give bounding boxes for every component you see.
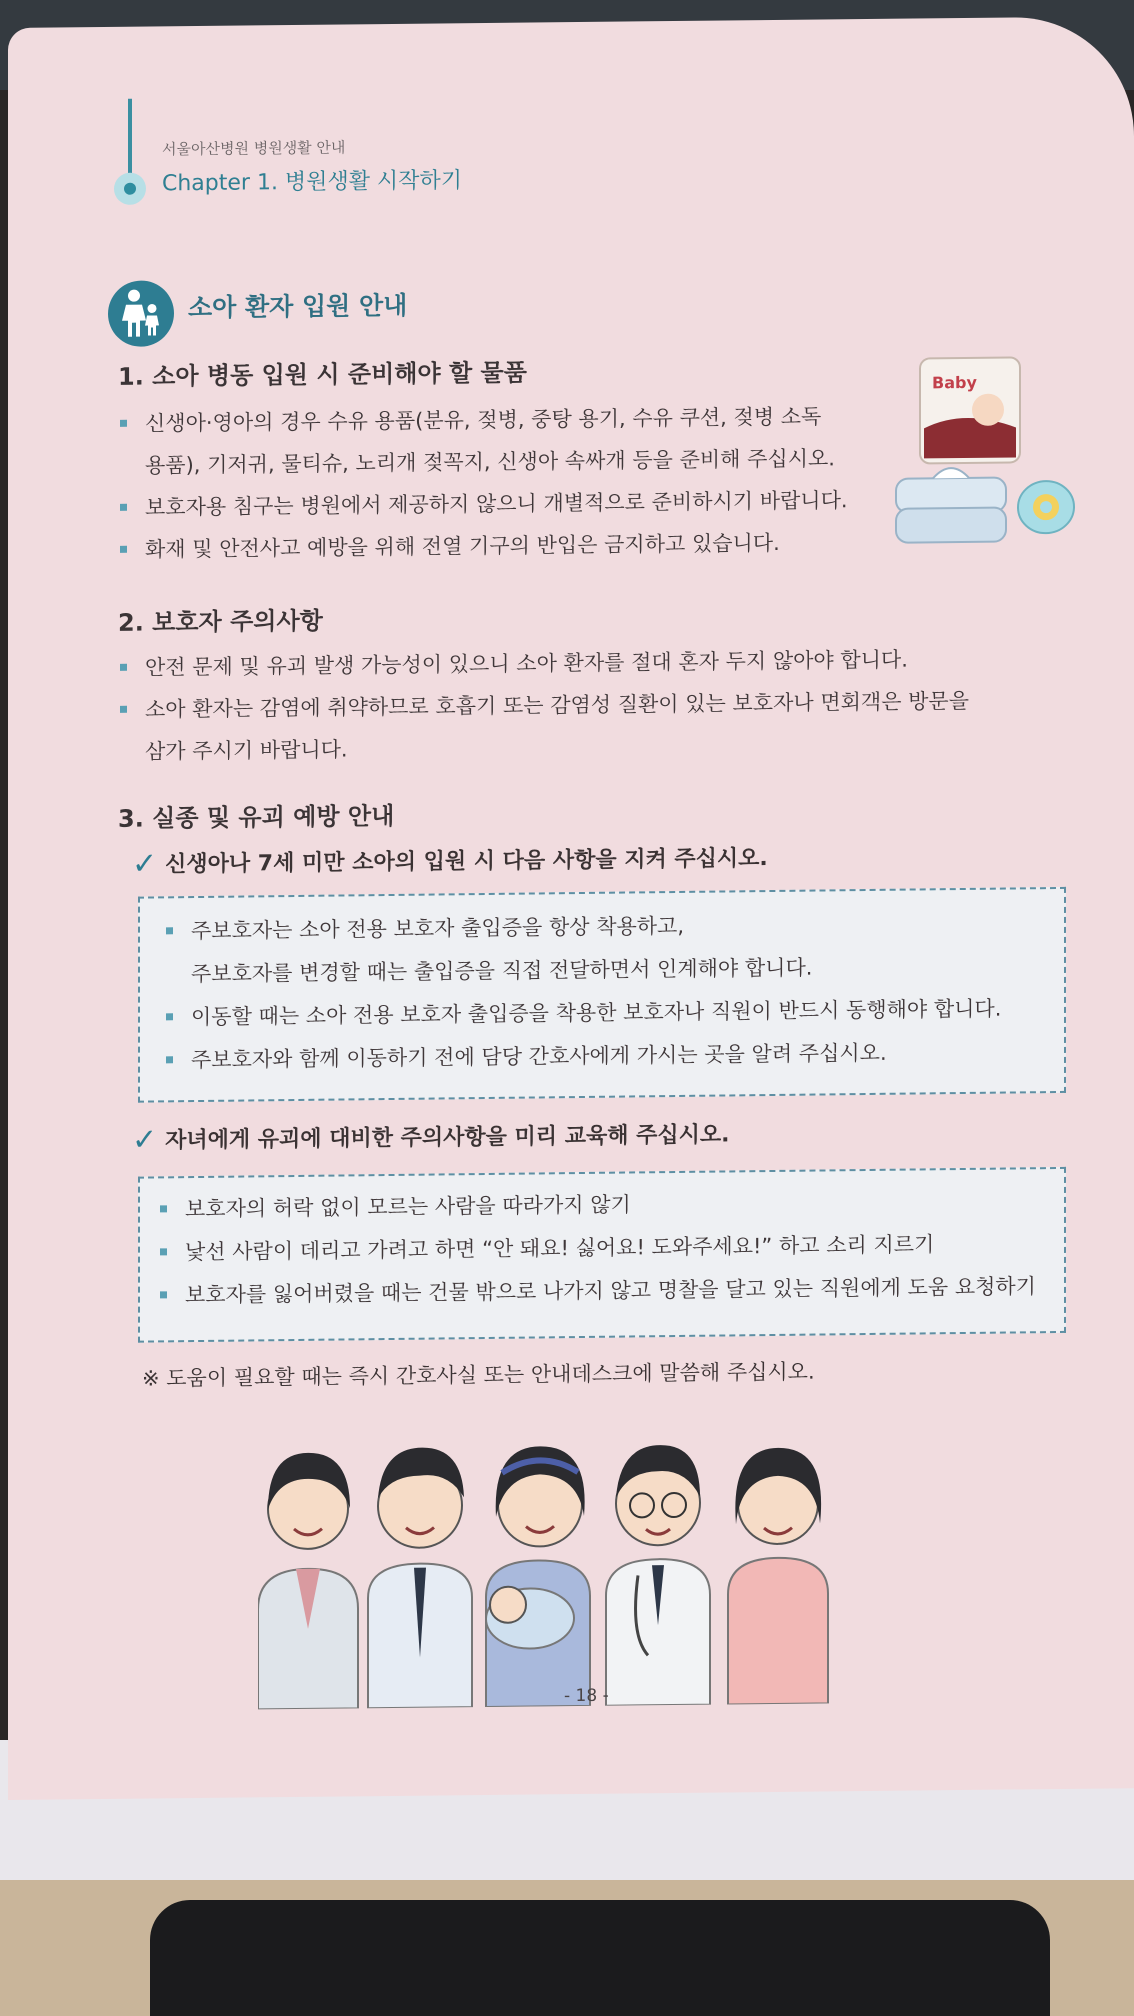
part3-heading: 3. 실종 및 유괴 예방 안내: [118, 801, 395, 833]
item-text: 신생아·영아의 경우 수유 용품(분유, 젖병, 중탕 용기, 수유 쿠션, 젖병 소독: [145, 404, 822, 436]
bullet: [160, 1248, 167, 1255]
item-text: 화재 및 안전사고 예방을 위해 전열 기구의 반입은 금지하고 있습니다.: [145, 530, 780, 562]
document-page: [8, 16, 1134, 1800]
check-text: 신생아나 7세 미만 소아의 입원 시 다음 사항을 지켜 주십시오.: [165, 846, 768, 878]
hospital-staff-illustration: [258, 1403, 878, 1709]
bullet: [166, 1056, 173, 1063]
header-dot-icon: [114, 173, 146, 205]
bullet: [120, 705, 127, 712]
parent-child-icon: [108, 280, 174, 347]
list-item-continued: [120, 721, 1020, 772]
help-note: ※ 도움이 필요할 때는 즉시 간호사실 또는 안내데스크에 말씀해 주십시오.: [142, 1359, 815, 1391]
checkmark-icon: ✓: [132, 846, 158, 882]
header-subtitle: 서울아산병원 병원생활 안내: [162, 138, 346, 159]
item-text: 보호자를 잃어버렸을 때는 건물 밖으로 나가지 않고 명찰을 달고 있는 직원에게 도움 요청하기: [185, 1274, 1036, 1308]
item-text: 보호자의 허락 없이 모르는 사람을 따라가지 않기: [185, 1192, 631, 1222]
bullet: [120, 419, 127, 426]
bullet: [120, 545, 127, 552]
part2-list: [120, 637, 1020, 772]
item-text: 삼가 주시기 바랍니다.: [145, 737, 348, 764]
page-number: - 18 -: [564, 1685, 609, 1707]
bullet: [166, 927, 173, 934]
list-item: [166, 1030, 1064, 1082]
doctor-woman-figure: [258, 1452, 358, 1709]
bullet: [160, 1205, 167, 1212]
chapter-title: Chapter 1. 병원생활 시작하기: [162, 168, 462, 197]
part2-heading: 2. 보호자 주의사항: [118, 606, 323, 637]
item-text: 주보호자는 소아 전용 보호자 출입증을 항상 착용하고,: [191, 913, 685, 944]
part1-list: [120, 395, 880, 571]
list-item: [160, 1265, 1064, 1317]
section-title: 소아 환자 입원 안내: [188, 290, 408, 323]
notice-box-1: [138, 887, 1066, 1103]
list-item: [120, 521, 880, 571]
check-text: 자녀에게 유괴에 대비한 주의사항을 미리 교육해 주십시오.: [165, 1122, 730, 1154]
item-text: 주보호자를 변경할 때는 출입증을 직접 전달하면서 인계해야 합니다.: [191, 955, 813, 987]
item-text: 낯선 사람이 데리고 가려고 하면 “안 돼요! 싫어요! 도와주세요!” 하고 소리 지르기: [185, 1232, 935, 1265]
item-text: 소아 환자는 감염에 취약하므로 호흡기 또는 감염성 질환이 있는 보호자나 면회객은 방문을: [145, 688, 970, 722]
diaper-label: Baby: [932, 372, 977, 393]
shadow: [150, 1900, 1050, 2016]
item-text: 용품), 기저귀, 물티슈, 노리개 젖꼭지, 신생아 속싸개 등을 준비해 주십시오.: [145, 446, 835, 478]
item-text: 주보호자와 함께 이동하기 전에 담당 간호사에게 가시는 곳을 알려 주십시오.: [191, 1040, 887, 1073]
bullet: [120, 663, 127, 670]
bullet: [166, 1013, 173, 1020]
item-text: 보호자용 침구는 병원에서 제공하지 않으니 개별적으로 준비하시기 바랍니다.: [145, 488, 848, 520]
item-text: 이동할 때는 소아 전용 보호자 출입증을 착용한 보호자나 직원이 반드시 동행해야 합니다.: [191, 996, 1002, 1030]
baby-supplies-illustration: [888, 347, 1078, 559]
item-text: 안전 문제 및 유괴 발생 가능성이 있으니 소아 환자를 절대 혼자 두지 않아야 합니다.: [145, 647, 908, 680]
part1-heading: 1. 소아 병동 입원 시 준비해야 할 물품: [118, 358, 527, 391]
man-figure: [368, 1447, 472, 1708]
nurse-figure: [728, 1447, 828, 1704]
bullet: [160, 1291, 167, 1298]
bullet: [120, 503, 127, 510]
check-instruction-1: [132, 840, 768, 882]
mother-with-baby-figure: [486, 1446, 590, 1707]
checkmark-icon: ✓: [132, 1122, 158, 1158]
doctor-man-figure: [606, 1445, 710, 1706]
notice-box-2: [138, 1167, 1066, 1343]
check-instruction-2: [132, 1116, 730, 1157]
